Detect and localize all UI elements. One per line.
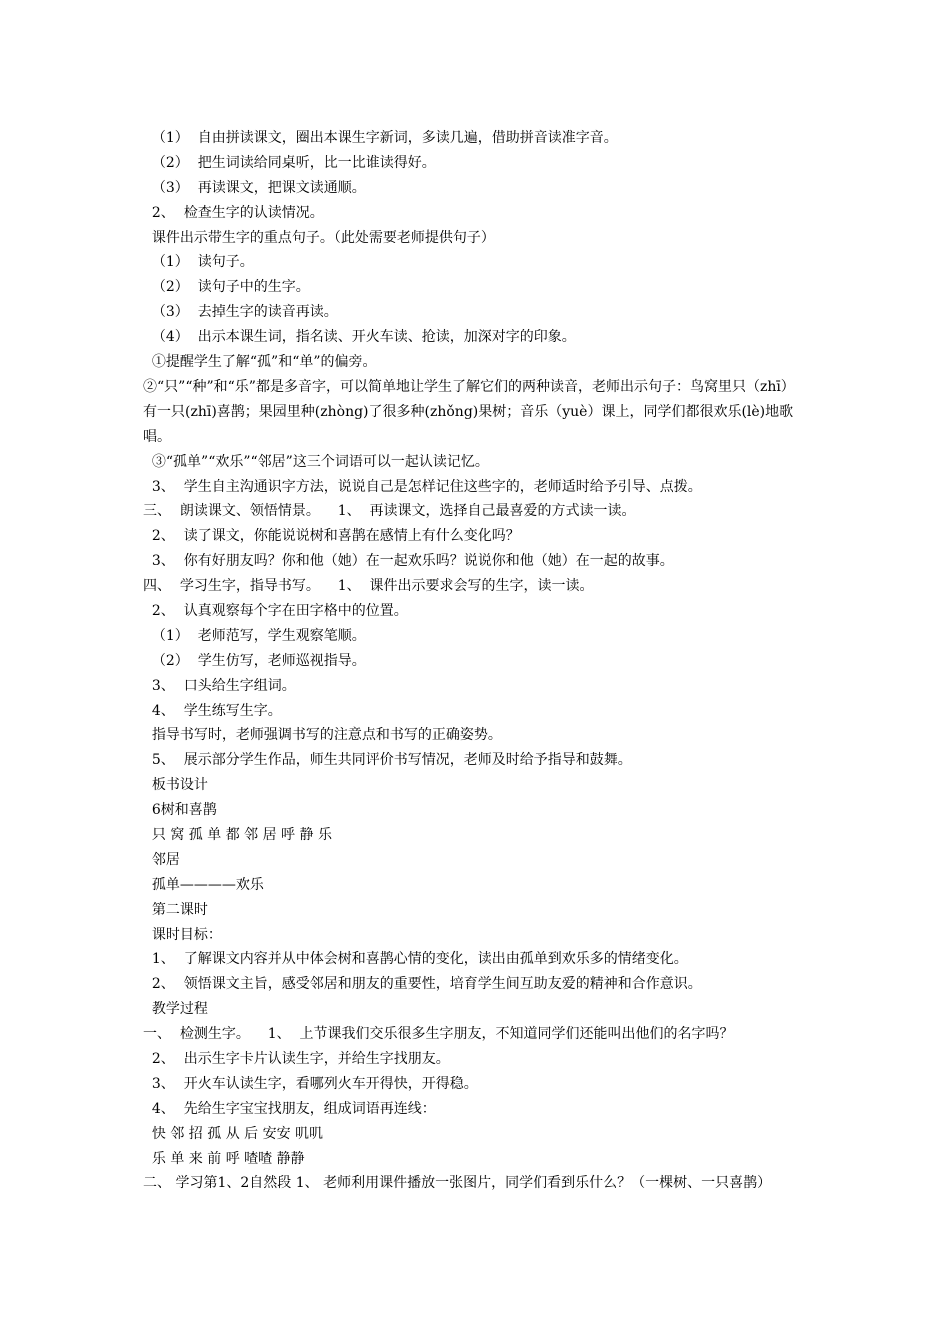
text-line: 课件出示带生字的重点句子。（此处需要老师提供句子） bbox=[143, 229, 495, 246]
text-line: （1） 自由拼读课文，圈出本课生字新词，多读几遍，借助拼音读准字音。 bbox=[143, 130, 618, 146]
text-line: （2） 读句子中的生字。 bbox=[143, 279, 310, 296]
text-line: ③“孤单”“欢乐”“邻居”这三个词语可以一起认读记忆。 bbox=[143, 453, 489, 470]
text-line: 4、 先给生字宝宝找朋友，组成词语再连线： bbox=[143, 1100, 436, 1117]
text-line: 5、 展示部分学生作品，师生共同评价书写情况，老师及时给予指导和鼓舞。 bbox=[143, 752, 632, 769]
text-line: 2、 读了课文，你能说说树和喜鹊在感情上有什么变化吗？ bbox=[143, 528, 520, 545]
document-body bbox=[143, 126, 807, 1196]
text-line: 指导书写时，老师强调书写的注意点和书写的正确姿势。 bbox=[143, 727, 502, 744]
text-line: 6树和喜鹊 bbox=[143, 802, 217, 819]
text-line: 2、 出示生字卡片认读生字，并给生字找朋友。 bbox=[143, 1051, 450, 1067]
text-line: 乐 单 来 前 呼 喳喳 静静 bbox=[143, 1150, 305, 1167]
text-line: 板书设计 bbox=[143, 777, 208, 794]
text-line: （1） 读句子。 bbox=[143, 254, 254, 271]
text-line: 只 窝 孤 单 都 邻 居 呼 静 乐 bbox=[143, 826, 332, 843]
text-line: 2、 领悟课文主旨，感受邻居和朋友的重要性，培育学生间互助友爱的精神和合作意识。 bbox=[143, 976, 702, 993]
text-line: 3、 开火车认读生字，看哪列火车开得快，开得稳。 bbox=[143, 1075, 478, 1092]
text-line: 教学过程 bbox=[143, 1001, 208, 1018]
section-heading-line: 一、 检测生字。 1、 上节课我们交乐很多生字朋友，不知道同学们还能叫出他们的名字吗？ bbox=[143, 1026, 734, 1043]
text-line: 快 邻 招 孤 从 后 安安 叽叽 bbox=[143, 1125, 324, 1142]
section-heading-paragraph: 二、 学习第1、2自然段 1、 老师利用课件播放一张图片，同学们看到乐什么？（一棵树、一只喜鹊） bbox=[143, 1175, 772, 1192]
text-line: 邻居 bbox=[143, 851, 180, 868]
text-line: 3、 你有好朋友吗？你和他（她）在一起欢乐吗？说说你和他（她）在一起的故事。 bbox=[143, 553, 674, 570]
text-line: 3、 口头给生字组词。 bbox=[143, 677, 296, 694]
text-line: 孤单————欢乐 bbox=[143, 876, 264, 893]
text-line: 2、 认真观察每个字在田字格中的位置。 bbox=[143, 602, 408, 619]
text-line: 1、 了解课文内容并从中体会树和喜鹊心情的变化，读出由孤单到欢乐多的情绪变化。 bbox=[143, 951, 688, 968]
text-line: （3） 再读课文，把课文读通顺。 bbox=[143, 179, 366, 196]
text-line: （1） 老师范写，学生观察笔顺。 bbox=[143, 627, 366, 644]
text-line: （2） 学生仿写，老师巡视指导。 bbox=[143, 652, 366, 669]
text-line: （3） 去掉生字的读音再读。 bbox=[143, 304, 338, 321]
text-paragraph: ②“只”“种”和“乐”都是多音字，可以简单地让学生了解它们的两种读音，老师出示句子：鸟窝里只（zhī）有一只(zhī)喜鹊；果园里种(zhòng)了很多种(zhǒng)果树；音乐（yuè）课上，同学们都很欢乐(lè)地歌唱。 bbox=[143, 378, 795, 445]
text-line: （2） 把生词读给同桌听，比一比谁读得好。 bbox=[143, 154, 436, 171]
text-line: 2、 检查生字的认读情况。 bbox=[143, 204, 324, 221]
section-heading-line: 四、 学习生字，指导书写。 1、 课件出示要求会写的生字，读一读。 bbox=[143, 578, 594, 595]
text-line: （4） 出示本课生词，指名读、开火车读、抢读，加深对字的印象。 bbox=[143, 329, 576, 346]
text-line: 3、 学生自主沟通识字方法，说说自己是怎样记住这些字的，老师适时给予引导、点拨。 bbox=[143, 478, 702, 495]
text-line: ①提醒学生了解“孤”和“单”的偏旁。 bbox=[143, 354, 377, 371]
text-line: 第二课时 bbox=[143, 901, 208, 918]
section-heading-line: 三、 朗读课文、领悟情景。 1、 再读课文，选择自己最喜爱的方式读一读。 bbox=[143, 503, 636, 520]
text-line: 4、 学生练写生字。 bbox=[143, 702, 282, 719]
text-line: 课时目标： bbox=[143, 926, 222, 943]
